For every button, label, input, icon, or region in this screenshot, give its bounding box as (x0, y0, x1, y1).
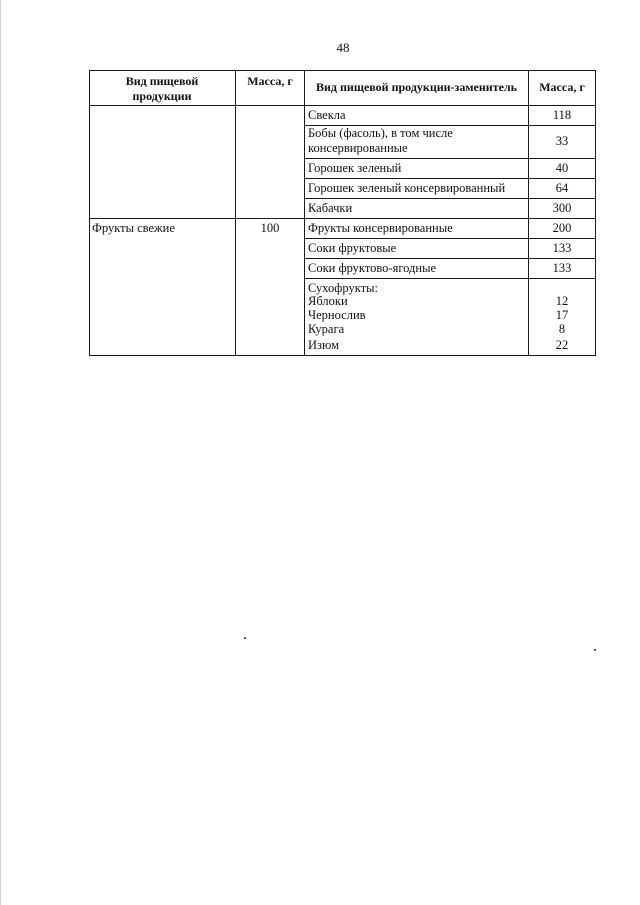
dried-fruit-mass: 8 (558, 322, 566, 336)
header-product-type: Вид пищевой продукции (125, 74, 199, 103)
product-mass: 100 (260, 221, 280, 235)
table-rule-group (89, 218, 596, 219)
substitute-name: Соки фруктово-ягодные (308, 261, 437, 275)
table-rule (304, 198, 596, 199)
table-rule-header (89, 105, 596, 106)
table-rule (304, 258, 596, 259)
substitute-mass: 133 (552, 261, 572, 275)
table-rule-col2 (235, 70, 236, 356)
scan-speck (244, 637, 246, 639)
header-substitute-mass: Масса, г (539, 80, 585, 94)
table-rule (304, 178, 596, 179)
substitute-mass: 200 (552, 221, 572, 235)
dried-fruit-name: Изюм (308, 338, 340, 352)
header-mass: Масса, г (247, 74, 293, 88)
table-rule (304, 238, 596, 239)
page-number: 48 (336, 40, 350, 55)
substitute-name: Бобы (фасоль), в том числе консервированные (308, 126, 453, 155)
substitute-mass: 133 (552, 241, 572, 255)
dried-fruits-heading: Сухофрукты: (308, 281, 378, 295)
table-rule-bottom (89, 355, 596, 356)
dried-fruit-name: Чернослив (308, 308, 366, 322)
substitute-name: Соки фруктовые (308, 241, 397, 255)
product-name: Фрукты свежие (92, 221, 175, 235)
header-substitute-type: Вид пищевой продукции-заменитель (316, 80, 517, 94)
scan-edge (0, 0, 1, 905)
substitute-mass: 64 (555, 181, 569, 195)
dried-fruit-mass: 22 (555, 338, 569, 352)
substitute-name: Фрукты консервированные (308, 221, 453, 235)
substitute-name: Свекла (308, 108, 346, 122)
substitute-mass: 33 (555, 134, 569, 148)
substitute-name: Горошек зеленый (308, 161, 402, 175)
substitute-mass: 300 (552, 201, 572, 215)
table-rule-left (89, 70, 90, 356)
dried-fruit-mass: 17 (555, 308, 569, 322)
substitute-mass: 118 (552, 108, 572, 122)
scan-speck (594, 649, 596, 651)
table-rule (304, 278, 596, 279)
dried-fruit-mass: 12 (555, 294, 569, 308)
substitute-name: Горошек зеленый консервированный (308, 181, 506, 195)
substitute-mass: 40 (555, 161, 569, 175)
dried-fruit-name: Курага (308, 322, 345, 336)
dried-fruit-name: Яблоки (308, 294, 348, 308)
table-rule-right (595, 70, 596, 356)
table-rule (304, 158, 596, 159)
substitute-name: Кабачки (308, 201, 353, 215)
table-rule-col3 (304, 70, 305, 356)
table-rule-top (89, 70, 596, 71)
